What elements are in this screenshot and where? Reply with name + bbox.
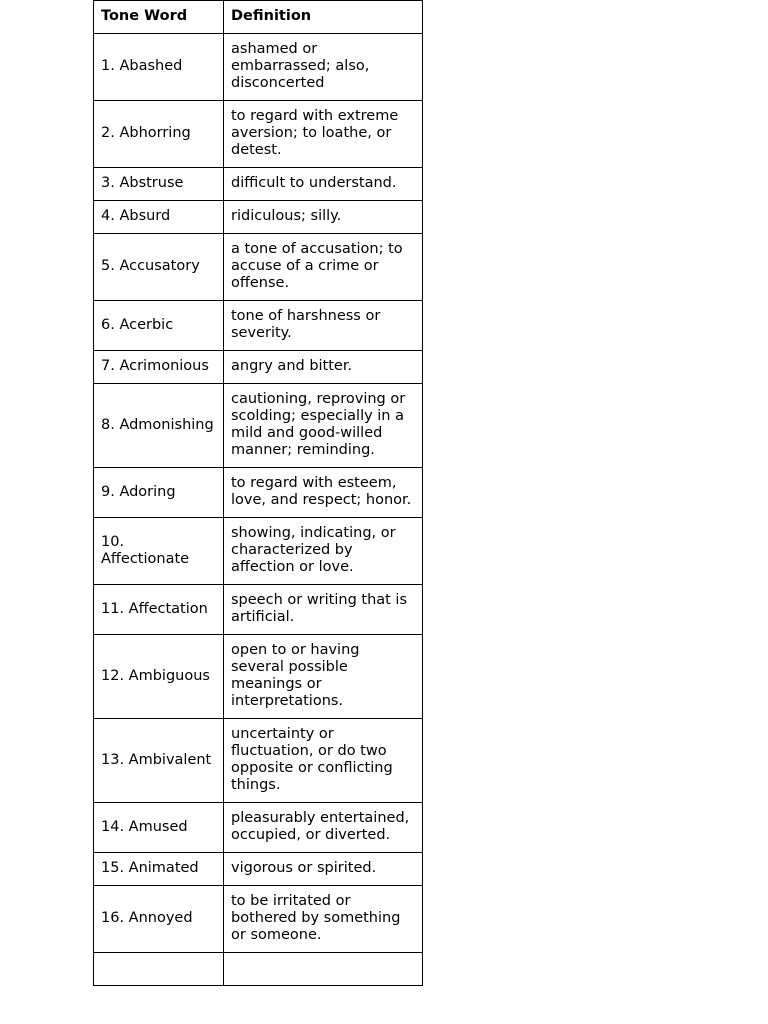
- definition-cell: difficult to understand.: [224, 168, 423, 201]
- tone-word-cell: 14. Amused: [94, 803, 224, 853]
- tone-word-table: [93, 0, 423, 986]
- table-row: [94, 201, 423, 234]
- tone-word-cell: 12. Ambiguous: [94, 635, 224, 719]
- tone-word-cell: 11. Affectation: [94, 585, 224, 635]
- table-row: [94, 886, 423, 953]
- header-definition: Definition: [224, 1, 423, 34]
- table-row: [94, 301, 423, 351]
- tone-word-cell: 7. Acrimonious: [94, 351, 224, 384]
- definition-cell: tone of harshness or severity.: [224, 301, 423, 351]
- tone-word-cell: 1. Abashed: [94, 34, 224, 101]
- tone-word-cell: 13. Ambivalent: [94, 719, 224, 803]
- table-row: [94, 635, 423, 719]
- definition-cell: [224, 953, 423, 986]
- definition-cell: ashamed or embarrassed; also, disconcerted: [224, 34, 423, 101]
- table-row: [94, 803, 423, 853]
- table-row: [94, 234, 423, 301]
- table-row: [94, 101, 423, 168]
- table-row: [94, 853, 423, 886]
- tone-word-cell: 16. Annoyed: [94, 886, 224, 953]
- table-row: [94, 34, 423, 101]
- table-row: [94, 384, 423, 468]
- definition-cell: uncertainty or fluctuation, or do two opposite or conflicting things.: [224, 719, 423, 803]
- table-row-partial: [94, 953, 423, 986]
- definition-cell: to regard with esteem, love, and respect; honor.: [224, 468, 423, 518]
- tone-word-cell: 3. Abstruse: [94, 168, 224, 201]
- tone-word-cell: 2. Abhorring: [94, 101, 224, 168]
- definition-cell: showing, indicating, or characterized by affection or love.: [224, 518, 423, 585]
- table-row: [94, 351, 423, 384]
- tone-word-cell: 10. Affectionate: [94, 518, 224, 585]
- definition-cell: to be irritated or bothered by something or someone.: [224, 886, 423, 953]
- definition-cell: angry and bitter.: [224, 351, 423, 384]
- table-row: [94, 719, 423, 803]
- definition-cell: ridiculous; silly.: [224, 201, 423, 234]
- definition-cell: cautioning, reproving or scolding; especially in a mild and good-willed manner; reminding.: [224, 384, 423, 468]
- definition-cell: open to or having several possible meanings or interpretations.: [224, 635, 423, 719]
- tone-word-cell: [94, 953, 224, 986]
- tone-word-cell: 8. Admonishing: [94, 384, 224, 468]
- definition-cell: pleasurably entertained, occupied, or diverted.: [224, 803, 423, 853]
- table-row: [94, 468, 423, 518]
- definition-cell: to regard with extreme aversion; to loathe, or detest.: [224, 101, 423, 168]
- table-row: [94, 585, 423, 635]
- definition-cell: speech or writing that is artificial.: [224, 585, 423, 635]
- table-row: [94, 168, 423, 201]
- definition-cell: vigorous or spirited.: [224, 853, 423, 886]
- definition-cell: a tone of accusation; to accuse of a crime or offense.: [224, 234, 423, 301]
- tone-word-cell: 9. Adoring: [94, 468, 224, 518]
- tone-word-cell: 5. Accusatory: [94, 234, 224, 301]
- header-tone-word: Tone Word: [94, 1, 224, 34]
- table-row: [94, 518, 423, 585]
- tone-word-cell: 6. Acerbic: [94, 301, 224, 351]
- tone-word-cell: 15. Animated: [94, 853, 224, 886]
- table-header-row: [94, 1, 423, 34]
- tone-word-cell: 4. Absurd: [94, 201, 224, 234]
